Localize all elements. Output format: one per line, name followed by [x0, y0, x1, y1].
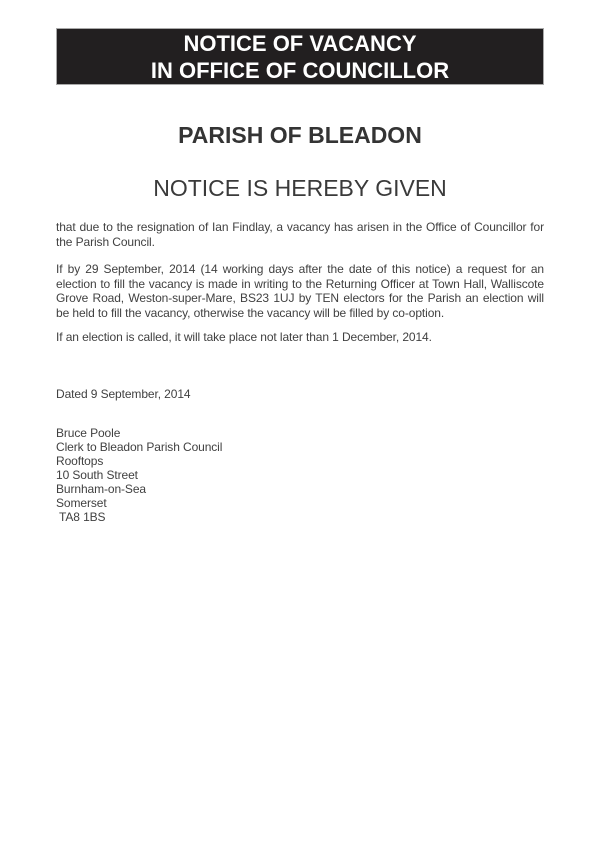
parish-title: PARISH OF BLEADON	[178, 122, 422, 148]
signature-line-role: Clerk to Bleadon Parish Council	[56, 440, 223, 454]
notice-banner	[56, 28, 544, 85]
signature-line-county: Somerset	[56, 496, 107, 510]
paragraph-election-request: If by 29 September, 2014 (14 working days after the date of this notice) a request for an election to fill the vacancy is made in writing to the Returning Officer at Town Hall, Walliscote Grove Road, Weston-super-Mare, BS23 1UJ by TEN electors for the Parish an election will be held to fill the vacancy, otherwise the vacancy will be filled by co-option.	[56, 262, 544, 320]
paragraph-election-date: If an election is called, it will take place not later than 1 December, 2014.	[56, 330, 432, 344]
paragraph-resignation: that due to the resignation of Ian Findlay, a vacancy has arisen in the Office of Councillor for the Parish Council.	[56, 220, 544, 249]
banner-line-1: NOTICE OF VACANCY	[183, 30, 417, 56]
signature-line-house: Rooftops	[56, 454, 104, 468]
signature-line-postcode: TA8 1BS	[56, 510, 106, 524]
notice-given-heading: NOTICE IS HEREBY GIVEN	[153, 175, 447, 201]
signature-block	[56, 426, 544, 524]
banner-line-2: IN OFFICE OF COUNCILLOR	[150, 57, 450, 83]
dated-line: Dated 9 September, 2014	[56, 386, 191, 401]
signature-line-name: Bruce Poole	[56, 426, 121, 440]
signature-line-street: 10 South Street	[56, 468, 138, 482]
signature-line-town: Burnham-on-Sea	[56, 482, 146, 496]
